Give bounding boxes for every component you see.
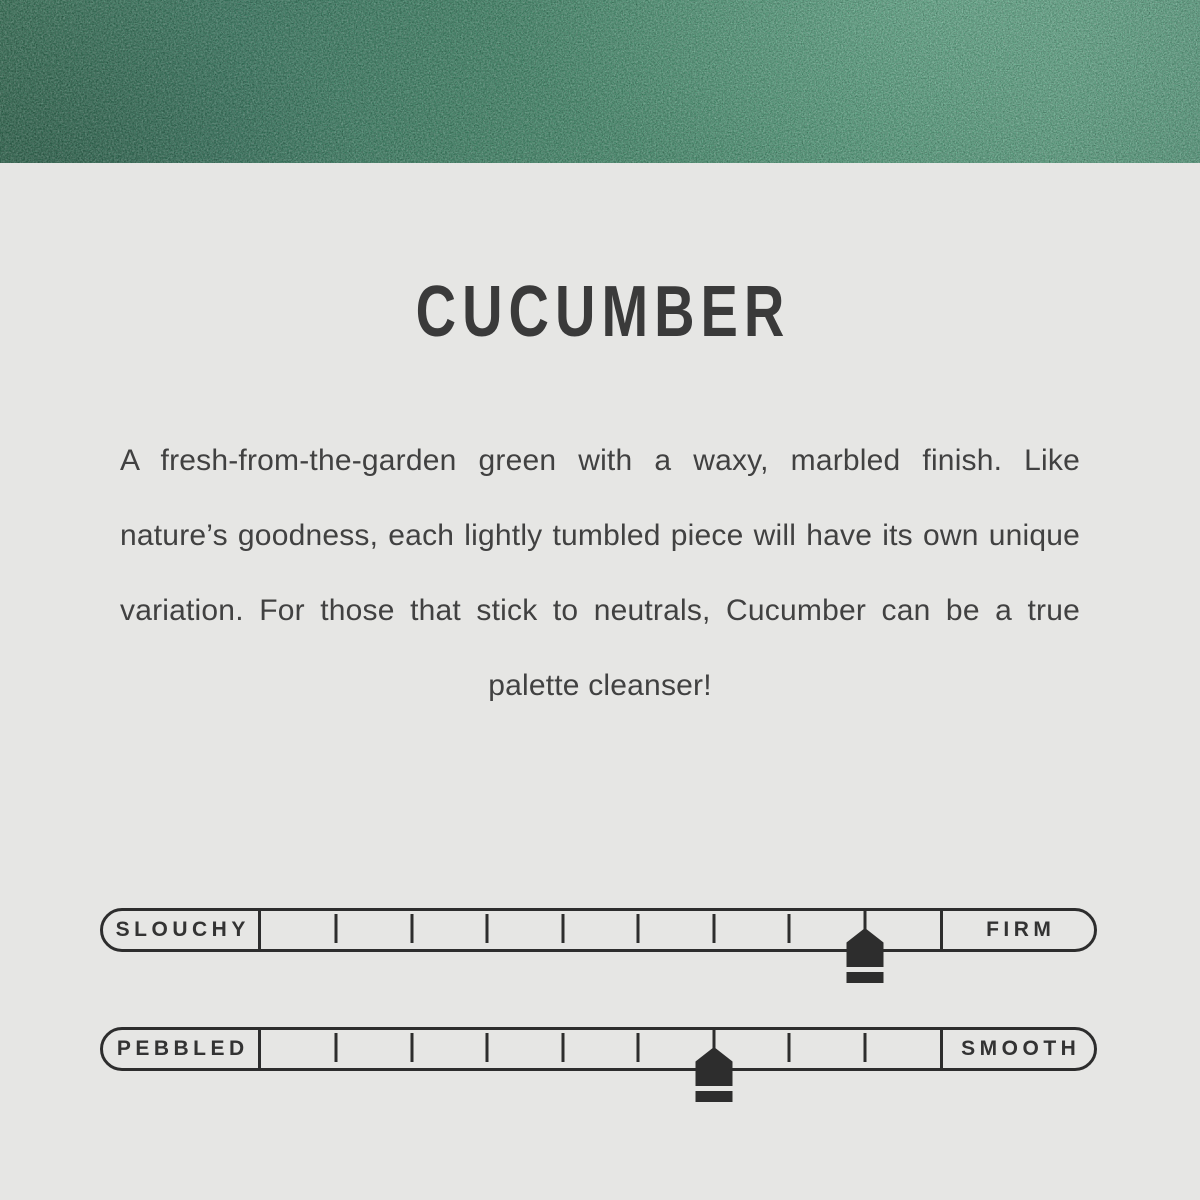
texture-scale-left-cell [103, 1030, 261, 1068]
texture-scale-right-label: SMOOTH [961, 1037, 1081, 1060]
leather-grain-overlay [0, 0, 1200, 163]
tick-mark [637, 1033, 640, 1062]
tick-mark [410, 1033, 413, 1062]
texture-scale [100, 1027, 1097, 1071]
firmness-scale [100, 908, 1097, 952]
texture-scale-track [261, 1030, 940, 1068]
tick-mark [712, 914, 715, 943]
tick-mark [410, 914, 413, 943]
tick-mark [486, 1033, 489, 1062]
tick-mark [788, 914, 791, 943]
firmness-scale-right-label: FIRM [986, 918, 1056, 941]
firmness-scale-track [261, 911, 940, 949]
tick-mark [863, 914, 866, 943]
texture-scale-left-label: PEBBLED [116, 1037, 249, 1060]
color-description: A fresh-from-the-garden green with a waxy, marbled finish. Like nature’s goodness, each lightly tumbled piece will have its own unique variation. For those that stick to neutrals, Cucumber can be a true palette cleanser! [120, 444, 1080, 702]
tick-mark [335, 914, 338, 943]
firmness-scale-left-label: SLOUCHY [115, 918, 250, 941]
leather-texture-image [0, 0, 1200, 163]
tick-mark [637, 914, 640, 943]
tick-mark [788, 1033, 791, 1062]
tick-mark [561, 1033, 564, 1062]
color-name-title: CUCUMBER [415, 269, 791, 352]
texture-scale-right-cell [940, 1030, 1094, 1068]
tick-mark [712, 1033, 715, 1062]
firmness-scale-right-cell [940, 911, 1094, 949]
firmness-scale-left-cell [103, 911, 261, 949]
tick-mark [561, 914, 564, 943]
tick-mark [486, 914, 489, 943]
tick-mark [335, 1033, 338, 1062]
tick-mark [863, 1033, 866, 1062]
